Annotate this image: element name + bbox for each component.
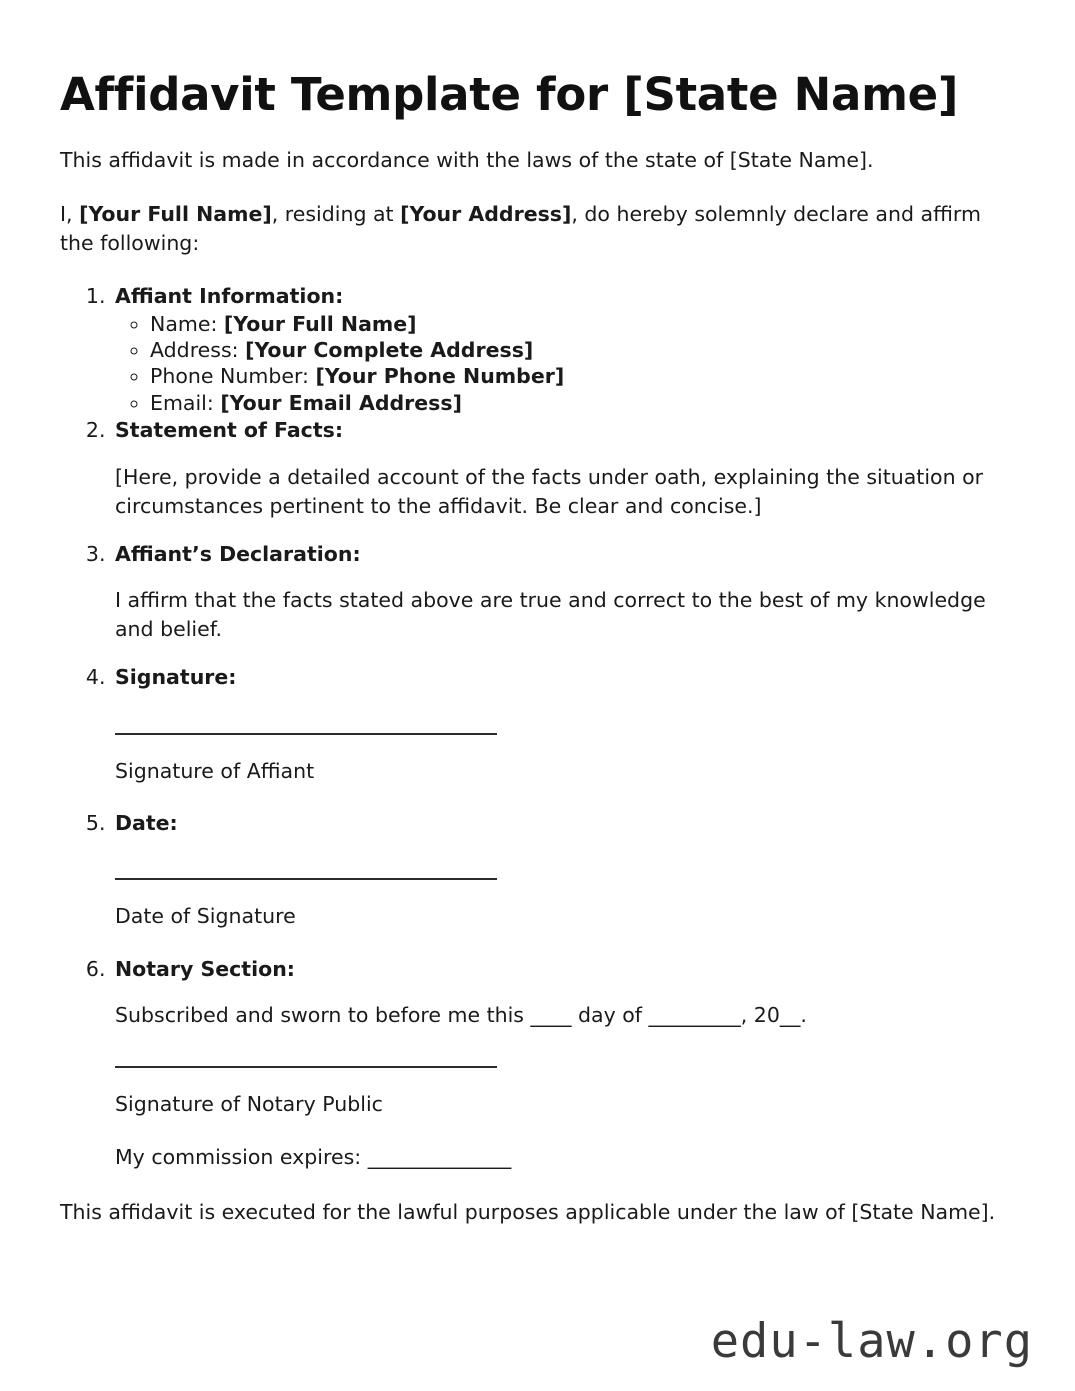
list-item-affiants-declaration [112, 540, 1005, 644]
intro-paragraph: This affidavit is made in accordance with the laws of the state of [State Name]. [60, 148, 874, 173]
signature-caption: Signature of Affiant [115, 758, 315, 783]
affiants-declaration-heading: Affiant’s Declaration: [115, 542, 361, 567]
list-item-affiant-information [112, 282, 1005, 416]
affiant-information-heading: Affiant Information: [115, 283, 344, 308]
notary-section-heading: Notary Section: [115, 957, 296, 982]
list-item-name [150, 311, 1005, 337]
site-watermark: edu-law.org [710, 1314, 1033, 1369]
list-item-phone-number [150, 363, 1005, 389]
commission-expires-label: My commission expires: [115, 1144, 368, 1169]
notary-commission-expires [115, 1143, 1005, 1172]
full-name-placeholder: [Your Full Name] [79, 201, 272, 226]
list-item-date [112, 809, 1005, 931]
closing-paragraph: This affidavit is executed for the lawful purposes applicable under the law of [State Name]. [60, 1199, 996, 1224]
affiant-information-fields [115, 311, 1005, 416]
email-value: [Your Email Address] [220, 390, 462, 415]
address-placeholder: [Your Address] [400, 201, 572, 226]
list-item-signature [112, 663, 1005, 785]
statement-of-facts-heading: Statement of Facts: [115, 417, 344, 442]
list-item-email [150, 390, 1005, 416]
name-label: Name: [150, 311, 224, 336]
phone-number-label: Phone Number: [150, 364, 316, 389]
list-item-statement-of-facts [112, 416, 1005, 521]
page-title: Affidavit Template for [State Name] [60, 68, 959, 121]
affidavit-section-list [60, 282, 1005, 1172]
declaration-middle: , residing at [271, 201, 401, 226]
address-label: Address: [150, 338, 246, 363]
declaration-prefix: I, [60, 201, 80, 226]
declaration-opening-paragraph [60, 200, 1005, 258]
date-line [115, 878, 497, 880]
statement-of-facts-body: [Here, provide a detailed account of the facts under oath, explaining the situation or circumstances pertinent to the affidavit. Be clear and concise.] [115, 464, 984, 518]
name-value: [Your Full Name] [223, 311, 417, 336]
notary-sworn-statement: Subscribed and sworn to before me this ____ day of _________, 20__. [115, 1003, 807, 1028]
list-item-notary-section [112, 955, 1005, 1172]
notary-signature-line [115, 1066, 497, 1068]
address-value: [Your Complete Address] [245, 338, 534, 363]
notary-signature-caption: Signature of Notary Public [115, 1092, 383, 1117]
signature-line [115, 733, 497, 735]
email-label: Email: [150, 390, 221, 415]
commission-expires-blank: ______________ [367, 1144, 512, 1169]
affiants-declaration-body: I affirm that the facts stated above are true and correct to the best of my knowledge and belief. [115, 588, 986, 642]
date-heading: Date: [115, 811, 178, 836]
signature-heading: Signature: [115, 665, 237, 690]
list-item-address [150, 337, 1005, 363]
date-caption: Date of Signature [115, 904, 296, 929]
phone-number-value: [Your Phone Number] [315, 364, 565, 389]
declaration-suffix: , do hereby solemnly declare and affirm the following: [60, 201, 981, 255]
